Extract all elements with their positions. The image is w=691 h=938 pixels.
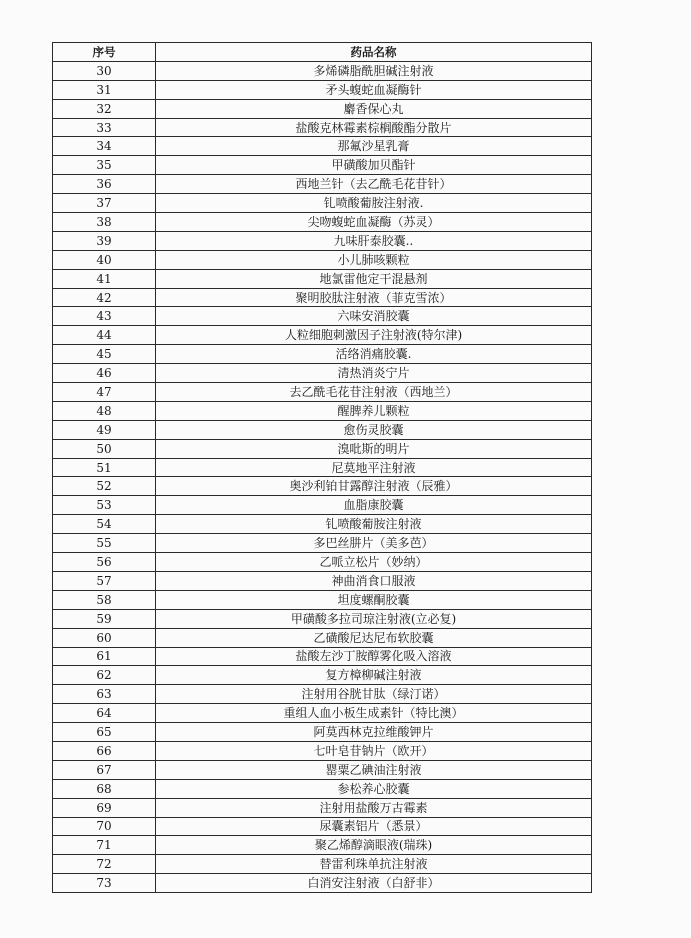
row-serial-number: 37 <box>53 194 156 213</box>
table-row <box>53 628 592 647</box>
table-row <box>53 874 592 893</box>
table-row <box>53 458 592 477</box>
row-serial-number: 33 <box>53 118 156 137</box>
row-serial-number: 43 <box>53 307 156 326</box>
table-row <box>53 213 592 232</box>
table-row <box>53 704 592 723</box>
row-serial-number: 60 <box>53 628 156 647</box>
row-drug-name: 注射用谷胱甘肽（绿汀诺） <box>156 685 592 704</box>
row-drug-name: 罂粟乙碘油注射液 <box>156 760 592 779</box>
row-serial-number: 67 <box>53 760 156 779</box>
table-row <box>53 553 592 572</box>
row-drug-name: 七叶皂苷钠片（欧开） <box>156 741 592 760</box>
table-row <box>53 231 592 250</box>
row-drug-name: 盐酸左沙丁胺醇雾化吸入溶液 <box>156 647 592 666</box>
row-serial-number: 36 <box>53 175 156 194</box>
row-drug-name: 白消安注射液（白舒非） <box>156 874 592 893</box>
row-serial-number: 38 <box>53 213 156 232</box>
row-serial-number: 34 <box>53 137 156 156</box>
row-drug-name: 活络消痛胶囊. <box>156 345 592 364</box>
table-row <box>53 61 592 80</box>
row-serial-number: 41 <box>53 269 156 288</box>
row-drug-name: 愈伤灵胶囊 <box>156 420 592 439</box>
table-row <box>53 647 592 666</box>
row-drug-name: 九味肝泰胶囊.. <box>156 231 592 250</box>
row-serial-number: 62 <box>53 666 156 685</box>
row-serial-number: 63 <box>53 685 156 704</box>
row-drug-name: 人粒细胞刺激因子注射液(特尔津) <box>156 326 592 345</box>
row-serial-number: 40 <box>53 250 156 269</box>
row-drug-name: 乙哌立松片（妙纳） <box>156 553 592 572</box>
table-row <box>53 515 592 534</box>
row-drug-name: 溴吡斯的明片 <box>156 439 592 458</box>
row-drug-name: 神曲消食口服液 <box>156 571 592 590</box>
row-drug-name: 阿莫西林克拉维酸钾片 <box>156 723 592 742</box>
table-row <box>53 760 592 779</box>
row-drug-name: 参松养心胶囊 <box>156 779 592 798</box>
table-row <box>53 137 592 156</box>
row-drug-name: 甲磺酸多拉司琼注射液(立必复) <box>156 609 592 628</box>
row-serial-number: 71 <box>53 836 156 855</box>
row-serial-number: 52 <box>53 477 156 496</box>
row-serial-number: 32 <box>53 99 156 118</box>
row-drug-name: 去乙酰毛花苷注射液（西地兰） <box>156 383 592 402</box>
row-drug-name: 替雷利珠单抗注射液 <box>156 855 592 874</box>
row-drug-name: 血脂康胶囊 <box>156 496 592 515</box>
table-row <box>53 477 592 496</box>
header-serial-number: 序号 <box>53 43 156 62</box>
row-drug-name: 钆喷酸葡胺注射液. <box>156 194 592 213</box>
table-row <box>53 401 592 420</box>
table-row <box>53 571 592 590</box>
table-row <box>53 836 592 855</box>
table-row <box>53 496 592 515</box>
table-row <box>53 741 592 760</box>
row-serial-number: 65 <box>53 723 156 742</box>
table-row <box>53 194 592 213</box>
row-serial-number: 46 <box>53 364 156 383</box>
row-serial-number: 72 <box>53 855 156 874</box>
header-drug-name: 药品名称 <box>156 43 592 62</box>
row-serial-number: 64 <box>53 704 156 723</box>
drug-list-table <box>52 42 592 893</box>
row-serial-number: 57 <box>53 571 156 590</box>
table-row <box>53 345 592 364</box>
row-serial-number: 44 <box>53 326 156 345</box>
row-drug-name: 盐酸克林霉素棕榈酸酯分散片 <box>156 118 592 137</box>
row-drug-name: 复方樟柳碱注射液 <box>156 666 592 685</box>
row-serial-number: 73 <box>53 874 156 893</box>
table-row <box>53 723 592 742</box>
row-drug-name: 聚明胶肽注射液（菲克雪浓） <box>156 288 592 307</box>
row-drug-name: 坦度螺酮胶囊 <box>156 590 592 609</box>
row-drug-name: 多巴丝肼片（美多芭） <box>156 534 592 553</box>
row-serial-number: 49 <box>53 420 156 439</box>
row-serial-number: 69 <box>53 798 156 817</box>
table-row <box>53 420 592 439</box>
table-row <box>53 118 592 137</box>
row-drug-name: 清热消炎宁片 <box>156 364 592 383</box>
row-drug-name: 聚乙烯醇滴眼液(瑞珠) <box>156 836 592 855</box>
table-row <box>53 99 592 118</box>
row-drug-name: 矛头蝮蛇血凝酶针 <box>156 80 592 99</box>
row-drug-name: 那氟沙星乳膏 <box>156 137 592 156</box>
row-serial-number: 30 <box>53 61 156 80</box>
table-body <box>53 61 592 892</box>
table-row <box>53 534 592 553</box>
table-row <box>53 307 592 326</box>
table-row <box>53 798 592 817</box>
row-drug-name: 尼莫地平注射液 <box>156 458 592 477</box>
table-row <box>53 156 592 175</box>
row-drug-name: 乙磺酸尼达尼布软胶囊 <box>156 628 592 647</box>
row-drug-name: 西地兰针（去乙酰毛花苷针） <box>156 175 592 194</box>
row-drug-name: 注射用盐酸万古霉素 <box>156 798 592 817</box>
row-serial-number: 66 <box>53 741 156 760</box>
table-row <box>53 250 592 269</box>
table-row <box>53 80 592 99</box>
table-row <box>53 609 592 628</box>
table-row <box>53 685 592 704</box>
table-row <box>53 439 592 458</box>
table-row <box>53 383 592 402</box>
table-row <box>53 175 592 194</box>
row-drug-name: 多烯磷脂酰胆碱注射液 <box>156 61 592 80</box>
row-serial-number: 35 <box>53 156 156 175</box>
row-serial-number: 61 <box>53 647 156 666</box>
row-serial-number: 31 <box>53 80 156 99</box>
table-row <box>53 269 592 288</box>
row-drug-name: 尖吻蝮蛇血凝酶（苏灵） <box>156 213 592 232</box>
row-serial-number: 47 <box>53 383 156 402</box>
table-row <box>53 590 592 609</box>
row-serial-number: 53 <box>53 496 156 515</box>
row-drug-name: 甲磺酸加贝酯针 <box>156 156 592 175</box>
row-drug-name: 小儿肺咳颗粒 <box>156 250 592 269</box>
row-serial-number: 48 <box>53 401 156 420</box>
row-serial-number: 45 <box>53 345 156 364</box>
table-row <box>53 364 592 383</box>
row-serial-number: 39 <box>53 231 156 250</box>
row-drug-name: 奥沙利铂甘露醇注射液（辰雅） <box>156 477 592 496</box>
row-serial-number: 54 <box>53 515 156 534</box>
row-serial-number: 56 <box>53 553 156 572</box>
row-drug-name: 麝香保心丸 <box>156 99 592 118</box>
table-row <box>53 855 592 874</box>
table-header-row <box>53 43 592 62</box>
row-serial-number: 68 <box>53 779 156 798</box>
row-serial-number: 42 <box>53 288 156 307</box>
row-serial-number: 58 <box>53 590 156 609</box>
row-serial-number: 70 <box>53 817 156 836</box>
row-serial-number: 51 <box>53 458 156 477</box>
row-drug-name: 醒脾养儿颗粒 <box>156 401 592 420</box>
row-drug-name: 重组人血小板生成素针（特比澳） <box>156 704 592 723</box>
table-row <box>53 326 592 345</box>
row-drug-name: 钆喷酸葡胺注射液 <box>156 515 592 534</box>
table-row <box>53 817 592 836</box>
table-row <box>53 666 592 685</box>
row-drug-name: 地氯雷他定干混悬剂 <box>156 269 592 288</box>
table-row <box>53 288 592 307</box>
row-serial-number: 59 <box>53 609 156 628</box>
table-row <box>53 779 592 798</box>
row-serial-number: 55 <box>53 534 156 553</box>
row-drug-name: 尿囊素铝片（悉景） <box>156 817 592 836</box>
row-serial-number: 50 <box>53 439 156 458</box>
row-drug-name: 六味安消胶囊 <box>156 307 592 326</box>
